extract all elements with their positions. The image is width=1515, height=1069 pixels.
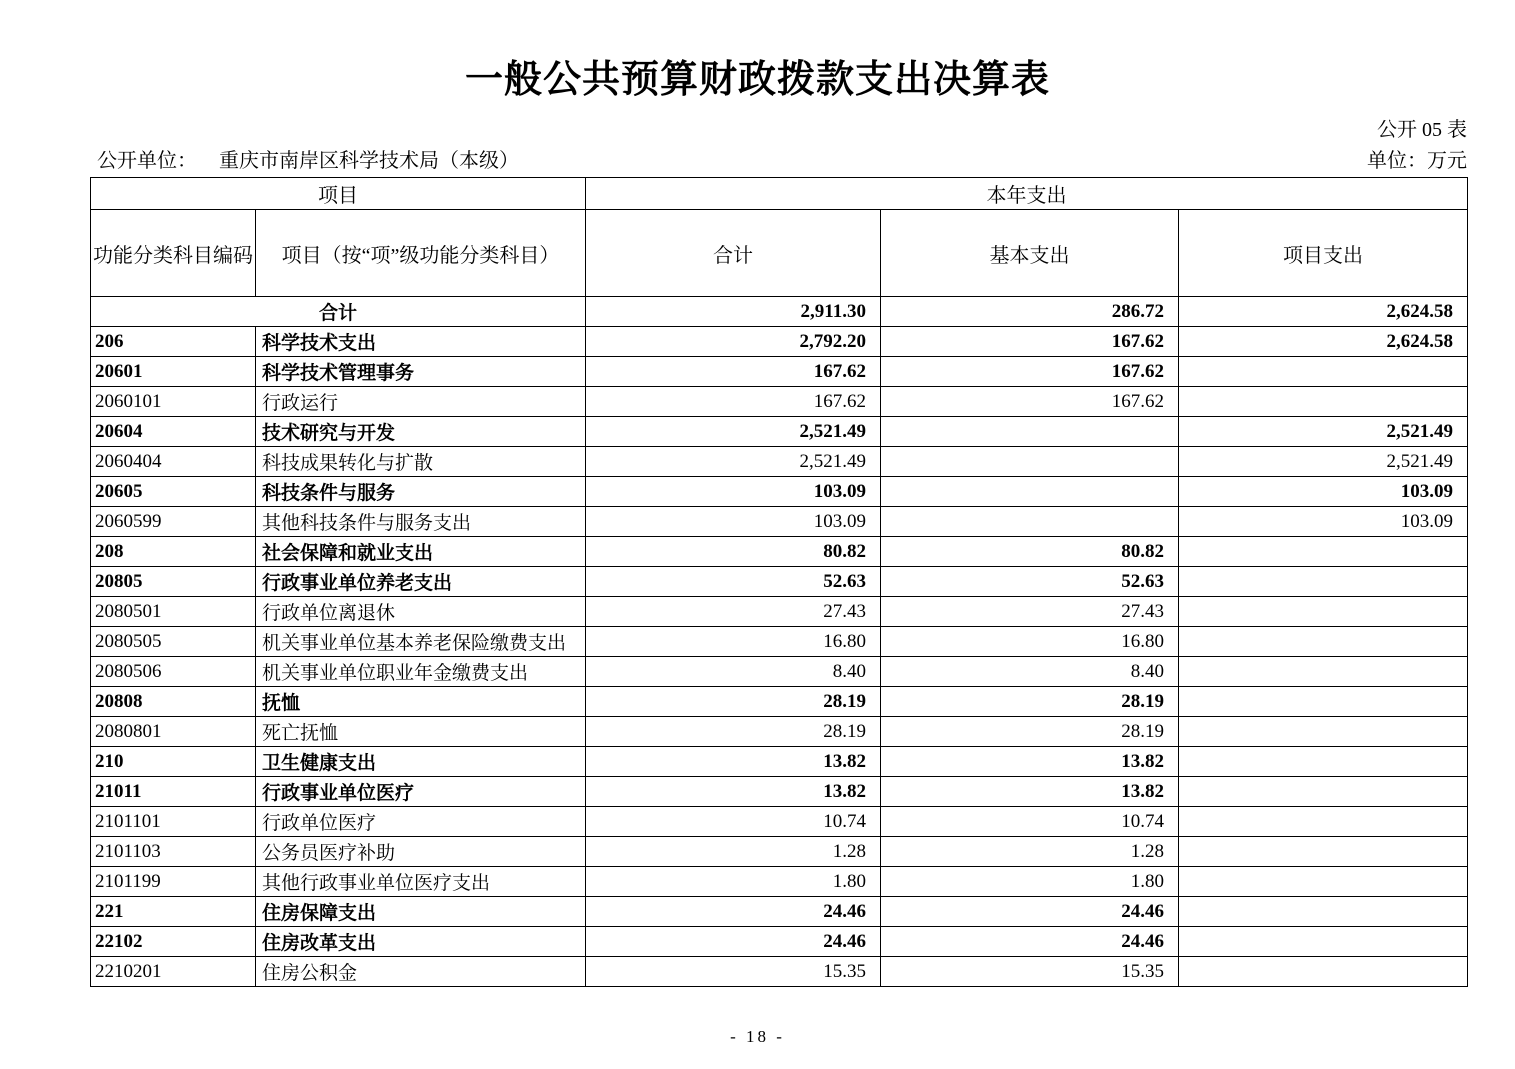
table-row [91,297,1468,327]
budget-table [90,177,1468,987]
row-basic-cell [881,477,1179,507]
row-total-cell: 16.80 [586,627,881,657]
table-row [91,597,1468,627]
unit-line [97,144,1467,173]
row-code-cell: 208 [91,537,256,567]
row-basic-cell: 286.72 [881,297,1179,327]
table-row [91,657,1468,687]
row-project-cell [1179,537,1468,567]
table-row [91,837,1468,867]
row-basic-cell: 15.35 [881,957,1179,987]
row-total-cell: 28.19 [586,717,881,747]
row-basic-cell: 167.62 [881,357,1179,387]
table-row [91,927,1468,957]
row-code-cell: 21011 [91,777,256,807]
row-basic-cell [881,447,1179,477]
row-project-cell [1179,567,1468,597]
row-code-cell: 20805 [91,567,256,597]
table-row [91,477,1468,507]
table-row [91,357,1468,387]
row-basic-cell: 167.62 [881,327,1179,357]
row-code-cell: 2080501 [91,597,256,627]
row-basic-cell: 52.63 [881,567,1179,597]
unit-name: 重庆市南岸区科学技术局（本级） [219,150,519,172]
row-item-cell: 住房保障支出 [256,897,586,927]
row-project-cell [1179,387,1468,417]
row-basic-cell: 1.28 [881,837,1179,867]
row-project-cell: 103.09 [1179,477,1468,507]
row-item-cell: 其他行政事业单位医疗支出 [256,867,586,897]
row-basic-cell: 24.46 [881,897,1179,927]
row-total-cell: 103.09 [586,507,881,537]
row-code-cell: 2080505 [91,627,256,657]
row-item-cell: 行政事业单位医疗 [256,777,586,807]
row-item-cell: 社会保障和就业支出 [256,537,586,567]
row-item-cell: 行政事业单位养老支出 [256,567,586,597]
row-basic-cell [881,417,1179,447]
row-project-cell [1179,717,1468,747]
row-total-cell: 167.62 [586,387,881,417]
row-project-cell [1179,897,1468,927]
row-code-cell: 2060599 [91,507,256,537]
row-basic-cell: 80.82 [881,537,1179,567]
table-row [91,537,1468,567]
row-code-cell: 206 [91,327,256,357]
row-basic-cell: 13.82 [881,747,1179,777]
row-total-cell: 52.63 [586,567,881,597]
row-item-cell: 住房改革支出 [256,927,586,957]
row-total-cell: 167.62 [586,357,881,387]
row-basic-cell: 28.19 [881,687,1179,717]
unit-label: 公开单位： [97,150,197,172]
row-basic-cell: 28.19 [881,717,1179,747]
table-row [91,897,1468,927]
row-code-cell: 2101199 [91,867,256,897]
row-project-cell [1179,837,1468,867]
row-basic-cell: 27.43 [881,597,1179,627]
row-project-cell [1179,807,1468,837]
row-project-cell [1179,597,1468,627]
table-row [91,957,1468,987]
row-code-cell: 221 [91,897,256,927]
table-row [91,687,1468,717]
row-basic-cell: 16.80 [881,627,1179,657]
header-item-group: 项目 [91,178,586,210]
row-project-cell: 103.09 [1179,507,1468,537]
row-item-cell: 科技成果转化与扩散 [256,447,586,477]
row-code-cell: 20808 [91,687,256,717]
row-basic-cell: 10.74 [881,807,1179,837]
row-total-cell: 2,792.20 [586,327,881,357]
row-item-cell: 科学技术管理事务 [256,357,586,387]
unit-of-measure: 单位：万元 [1367,150,1467,172]
row-basic-cell: 1.80 [881,867,1179,897]
row-total-cell: 8.40 [586,657,881,687]
table-row [91,717,1468,747]
row-project-cell [1179,957,1468,987]
row-code-cell: 2101103 [91,837,256,867]
page-title: 一般公共预算财政拨款支出决算表 [464,59,1050,101]
row-code-cell: 210 [91,747,256,777]
row-total-cell: 24.46 [586,897,881,927]
row-total-cell: 2,521.49 [586,447,881,477]
row-item-cell: 行政运行 [256,387,586,417]
row-code-cell: 2060404 [91,447,256,477]
table-row [91,387,1468,417]
row-code-cell: 2210201 [91,957,256,987]
row-basic-cell: 24.46 [881,927,1179,957]
row-project-cell [1179,867,1468,897]
header-col-basic: 基本支出 [881,210,1179,297]
row-code-cell: 20605 [91,477,256,507]
table-row [91,627,1468,657]
row-item-cell: 抚恤 [256,687,586,717]
row-code-cell: 2080506 [91,657,256,687]
row-item-cell: 住房公积金 [256,957,586,987]
row-code-cell: 20604 [91,417,256,447]
table-row [91,417,1468,447]
row-total-cell: 13.82 [586,747,881,777]
header-col-code: 功能分类科目编码 [91,210,256,297]
row-item-cell: 行政单位离退休 [256,597,586,627]
row-project-cell: 2,521.49 [1179,447,1468,477]
row-basic-cell [881,507,1179,537]
header-col-total: 合计 [586,210,881,297]
row-total-cell: 13.82 [586,777,881,807]
row-code-cell: 20601 [91,357,256,387]
row-item-cell: 卫生健康支出 [256,747,586,777]
row-total-cell: 103.09 [586,477,881,507]
row-item-cell: 技术研究与开发 [256,417,586,447]
table-row [91,807,1468,837]
table-row [91,447,1468,477]
row-project-cell [1179,657,1468,687]
row-total-cell: 15.35 [586,957,881,987]
row-code-cell: 2060101 [91,387,256,417]
row-code-cell: 2080801 [91,717,256,747]
row-basic-cell: 13.82 [881,777,1179,807]
row-project-cell [1179,357,1468,387]
row-project-cell: 2,624.58 [1179,297,1468,327]
header-col-item: 项目（按“项”级功能分类科目） [256,210,586,297]
row-item-cell: 科学技术支出 [256,327,586,357]
table-row [91,747,1468,777]
row-item-cell: 公务员医疗补助 [256,837,586,867]
page-number: - 18 - [730,1027,785,1046]
row-item-cell: 机关事业单位职业年金缴费支出 [256,657,586,687]
row-total-cell: 80.82 [586,537,881,567]
row-item-cell: 行政单位医疗 [256,807,586,837]
header-expense-group: 本年支出 [586,178,1468,210]
row-basic-cell: 167.62 [881,387,1179,417]
row-total-cell: 27.43 [586,597,881,627]
row-project-cell [1179,627,1468,657]
table-header [91,178,1468,297]
row-project-cell [1179,777,1468,807]
row-total-cell: 2,521.49 [586,417,881,447]
table-row [91,507,1468,537]
row-code-cell: 2101101 [91,807,256,837]
row-total-cell: 2,911.30 [586,297,881,327]
header-columns-row [91,210,1468,297]
header-col-project: 项目支出 [1179,210,1468,297]
row-total-cell: 24.46 [586,927,881,957]
row-item-cell: 死亡抚恤 [256,717,586,747]
row-total-cell: 10.74 [586,807,881,837]
row-project-cell [1179,687,1468,717]
row-total-cell: 28.19 [586,687,881,717]
row-item-cell: 科技条件与服务 [256,477,586,507]
row-project-cell [1179,747,1468,777]
row-project-cell: 2,624.58 [1179,327,1468,357]
publishing-unit [97,144,519,173]
table-row [91,567,1468,597]
row-total-cell: 1.28 [586,837,881,867]
header-group-row [91,178,1468,210]
row-project-cell [1179,927,1468,957]
row-code-cell: 22102 [91,927,256,957]
row-item-cell: 合计 [91,297,586,327]
table-row [91,327,1468,357]
row-project-cell: 2,521.49 [1179,417,1468,447]
row-total-cell: 1.80 [586,867,881,897]
table-row [91,777,1468,807]
form-number: 公开 05 表 [1377,119,1467,141]
row-basic-cell: 8.40 [881,657,1179,687]
row-item-cell: 其他科技条件与服务支出 [256,507,586,537]
table-body [91,297,1468,987]
table-row [91,867,1468,897]
row-item-cell: 机关事业单位基本养老保险缴费支出 [256,627,586,657]
